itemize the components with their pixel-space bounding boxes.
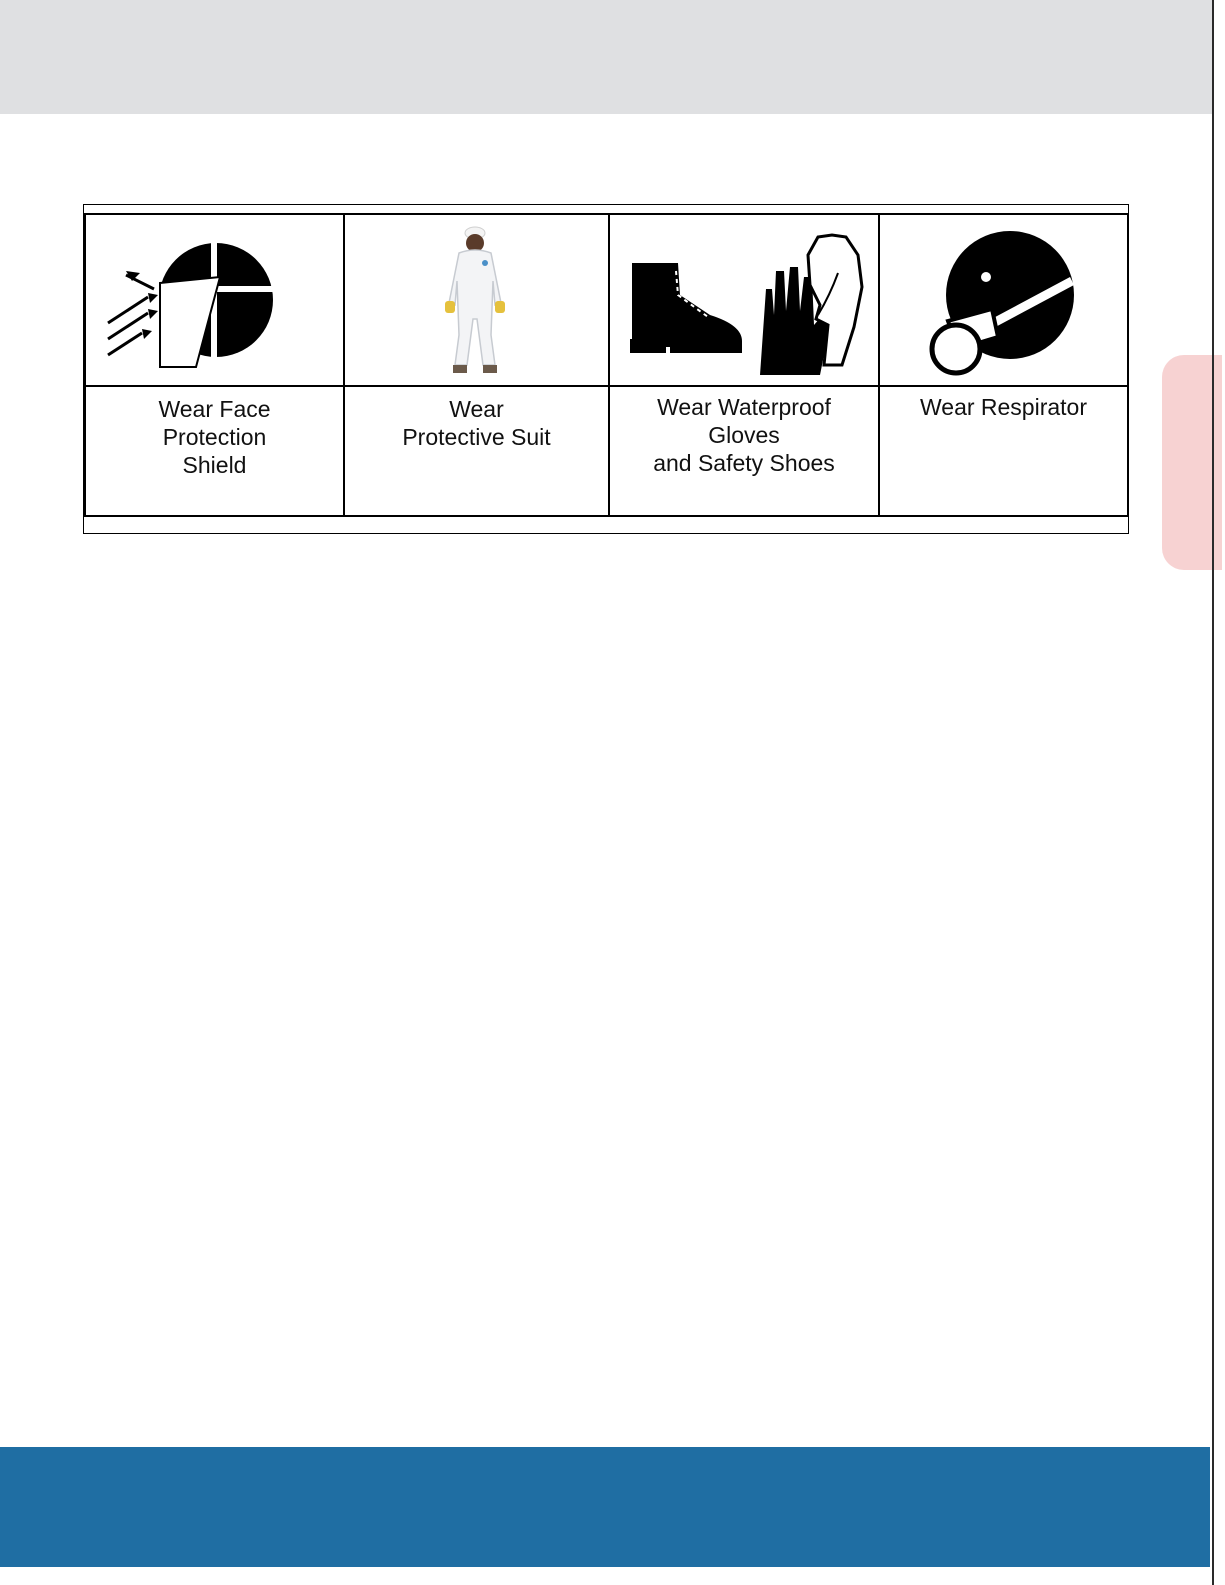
face-shield-icon: [86, 215, 343, 385]
boot-gloves-cell: [609, 214, 879, 386]
page-edge: [1212, 0, 1214, 1585]
header-band: [0, 0, 1212, 114]
protective-suit-photo: [345, 215, 608, 385]
boot-gloves-label: [609, 386, 879, 516]
footer-band: [0, 1447, 1210, 1567]
ppe-figure: [83, 204, 1129, 534]
label-line: Wear: [449, 396, 504, 422]
respirator-cell: [879, 214, 1128, 386]
label-line: Shield: [182, 452, 247, 478]
respirator-icon: [880, 215, 1127, 385]
ppe-table: [84, 213, 1129, 517]
label-line: Gloves: [708, 422, 780, 448]
label-row: [85, 386, 1128, 516]
label-line: and Safety Shoes: [653, 450, 835, 476]
boot-and-gloves-icon: [610, 215, 878, 385]
label-line: Wear Face: [158, 396, 271, 422]
label-line: Protective Suit: [402, 424, 551, 450]
face-shield-label: [85, 386, 344, 516]
face-shield-cell: [85, 214, 344, 386]
icon-row: [85, 214, 1128, 386]
label-line: Wear Respirator: [919, 394, 1088, 420]
label-line: Protection: [162, 424, 267, 450]
protective-suit-label: [344, 386, 609, 516]
respirator-label: [879, 386, 1128, 516]
label-line: Wear Waterproof: [657, 394, 831, 420]
protective-suit-cell: [344, 214, 609, 386]
